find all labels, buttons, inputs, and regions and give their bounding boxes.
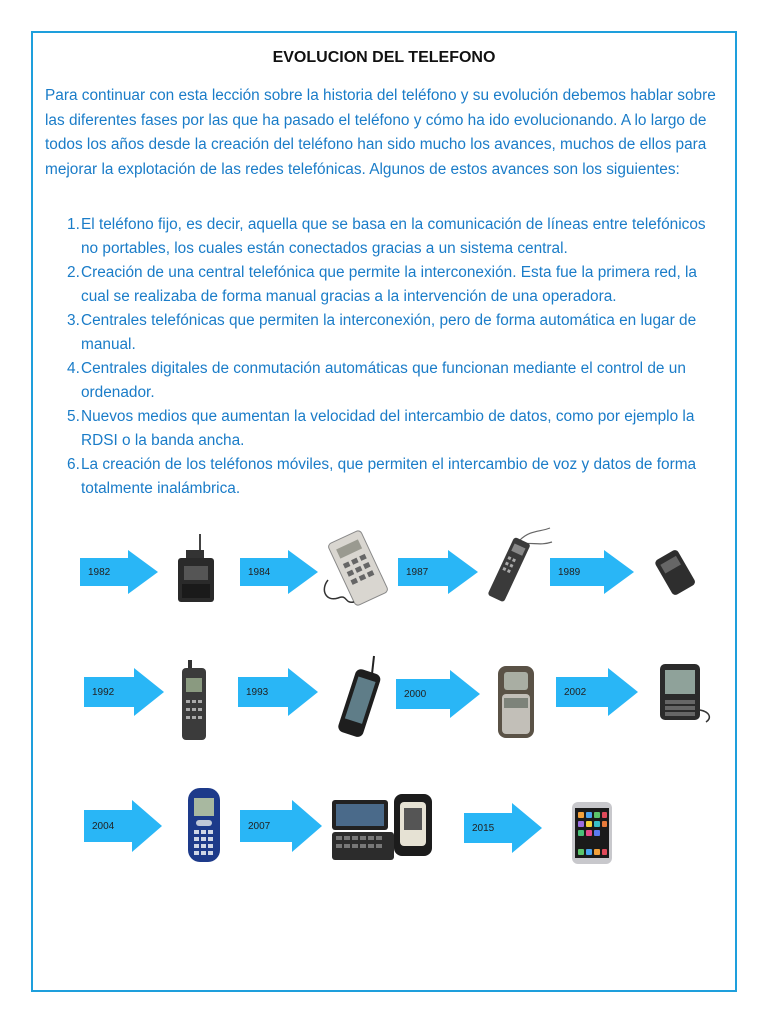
list-item — [45, 405, 725, 453]
year-label: 1987 — [406, 566, 429, 578]
year-arrow-1982 — [80, 550, 158, 594]
phone-2004-icon — [184, 786, 224, 864]
list-item — [45, 213, 725, 261]
phone-1987-icon — [480, 522, 554, 606]
list-number: 5 . — [67, 405, 80, 429]
phone-2000-icon — [494, 664, 538, 740]
list-text: La creación de los teléfonos móviles, que permiten el intercambio de voz y datos de forma totalmente inalámbrica. — [81, 456, 697, 497]
phone-1984-icon — [318, 528, 396, 608]
list-number: 4 . — [67, 357, 80, 381]
phone-2002-icon — [654, 660, 716, 728]
list-item — [45, 453, 725, 501]
phone-1993-icon — [334, 654, 384, 742]
year-label: 1989 — [558, 566, 581, 578]
list-text: Nuevos medios que aumentan la velocidad del intercambio de datos, como por ejemplo la RDSI o la banda ancha. — [81, 408, 695, 449]
year-label: 2007 — [248, 820, 271, 832]
phone-1992-icon — [178, 660, 210, 742]
list-item — [45, 357, 725, 405]
phone-2007-icon — [330, 792, 436, 864]
phone-1989-icon — [648, 548, 704, 596]
year-arrow-2004 — [84, 800, 162, 852]
year-arrow-1993 — [238, 668, 318, 716]
phone-1982-icon — [174, 532, 218, 606]
phone-2015-icon — [568, 800, 616, 866]
year-label: 1992 — [92, 686, 115, 698]
year-label: 2015 — [472, 822, 495, 834]
year-arrow-1984 — [240, 550, 318, 594]
year-arrow-2015 — [464, 803, 542, 853]
year-arrow-1987 — [398, 550, 478, 594]
list-text: Centrales telefónicas que permiten la interconexión, pero de forma automática en lugar de manual. — [81, 312, 697, 353]
year-arrow-1989 — [550, 550, 634, 594]
intro-paragraph: Para continuar con esta lección sobre la historia del teléfono y su evolución debemos hablar sobre las diferentes fases por las que ha pasado el teléfono y cómo ha ido evolucionando. A lo largo de todos los años desde la creación del teléfono han sido mucho los avances, muchos de ellos para mejorar la explotación de las redes telefónicas. Algunos de estos avances son los siguientes: — [45, 87, 716, 178]
year-arrow-2000 — [396, 670, 480, 718]
list-item — [45, 309, 725, 357]
year-arrow-1992 — [84, 668, 164, 716]
list-text: El teléfono fijo, es decir, aquella que se basa en la comunicación de líneas entre telefónicos no portables, los cuales están conectados gracias a un sistema central. — [81, 216, 706, 257]
year-label: 2002 — [564, 686, 587, 698]
year-label: 2004 — [92, 820, 115, 832]
list-text: Creación de una central telefónica que permite la interconexión. Esta fue la primera red, la cual se realizaba de forma manual gracias a la intervención de una operadora. — [81, 264, 697, 305]
year-label: 1993 — [246, 686, 269, 698]
list-number: 6 . — [67, 453, 80, 477]
year-arrow-2007 — [240, 800, 322, 852]
list-number: 3 . — [67, 309, 80, 333]
list-text: Centrales digitales de conmutación automáticas que funcionan mediante el control de un ordenador. — [81, 360, 686, 401]
year-arrow-2002 — [556, 668, 638, 716]
year-label: 1982 — [88, 566, 111, 578]
list-number: 1 . — [67, 213, 80, 237]
list-item — [45, 261, 725, 309]
list-number: 2 . — [67, 261, 80, 285]
year-label: 2000 — [404, 688, 427, 700]
advances-list — [45, 213, 725, 501]
year-label: 1984 — [248, 566, 271, 578]
page-title: EVOLUCION DEL TELEFONO — [272, 49, 496, 66]
